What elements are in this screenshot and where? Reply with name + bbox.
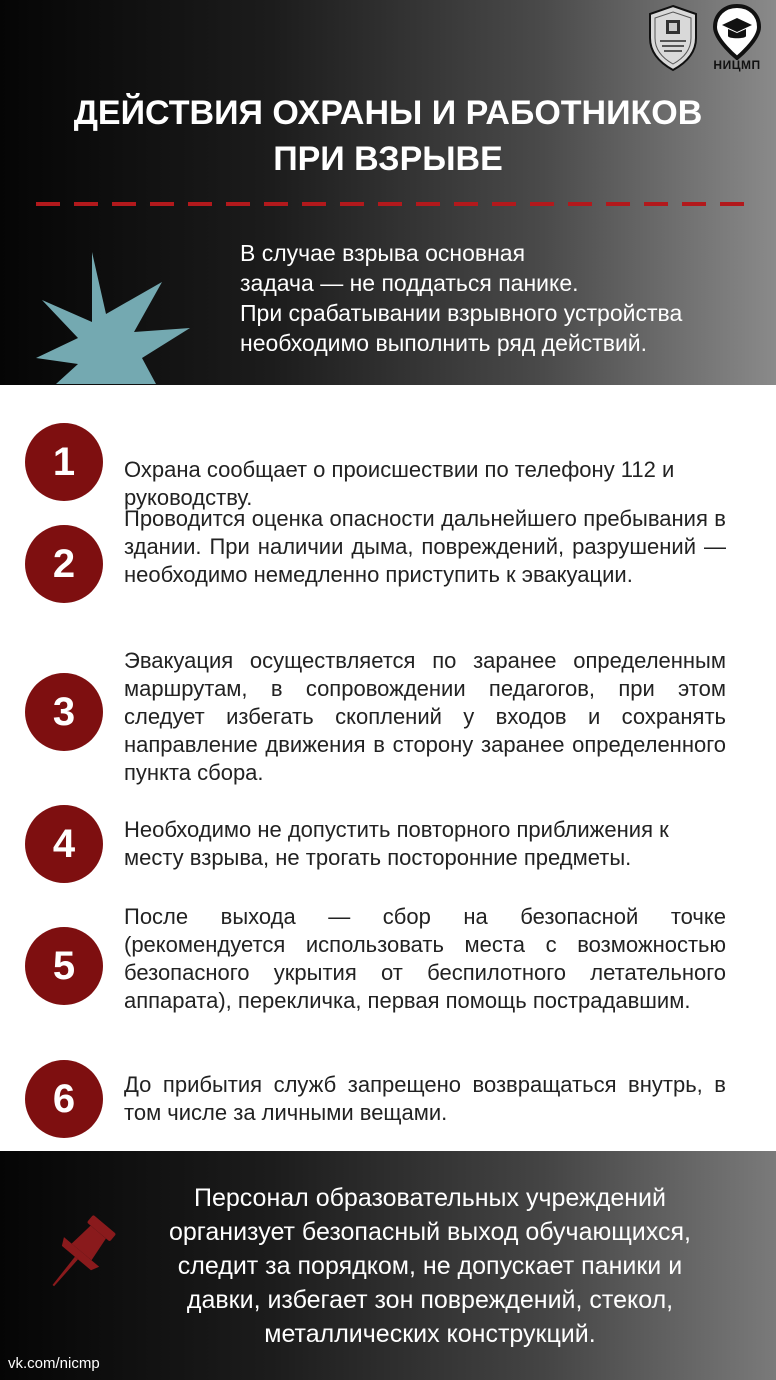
step-text: Охрана сообщает о происшествии по телефону 112 и руководству. — [124, 457, 675, 510]
intro-line: необходимо выполнить ряд действий. — [240, 330, 648, 356]
explosion-burst-icon — [34, 248, 194, 386]
step-number-badge: 6 — [25, 1060, 103, 1138]
footer-line: металлических конструкций. — [264, 1320, 596, 1348]
footer-line: организует безопасный выход обучающихся, — [169, 1218, 691, 1246]
step-number-badge: 3 — [25, 673, 103, 751]
step-text: До прибытия служб запрещено возвращаться внутрь, в том числе за личными вещами. — [124, 1072, 726, 1125]
footer-line: Персонал образовательных учреждений — [194, 1184, 666, 1212]
step-number-badge: 1 — [25, 423, 103, 501]
step-text: Необходимо не допустить повторного приближения к месту взрыва, не трогать посторонние предметы. — [124, 817, 669, 870]
footer-line: следит за порядком, не допускает паники и — [177, 1252, 683, 1280]
step-text: Эвакуация осуществляется по заранее определенным маршрутам, в сопровождении педагогов, при этом следует избегать скоплений у входов и сохранять направление движения в сторону заранее определенного пункта сбора. — [124, 648, 726, 785]
shield-emblem-logo — [646, 4, 700, 72]
graduation-cap-pin-logo — [712, 4, 762, 60]
footer — [0, 1151, 776, 1380]
intro-line: При срабатывании взрывного устройства — [240, 300, 683, 326]
title-line-1: ДЕЙСТВИЯ ОХРАНЫ И РАБОТНИКОВ — [73, 94, 703, 132]
steps-list — [0, 385, 776, 1151]
push-pin-icon — [34, 1211, 124, 1299]
title-line-2: ПРИ ВЗРЫВЕ — [273, 140, 503, 178]
intro-line: В случае взрыва основная — [240, 240, 526, 266]
step-number-badge: 2 — [25, 525, 103, 603]
dashed-divider — [36, 202, 752, 206]
intro-line: задача — не поддаться панике. — [240, 270, 579, 296]
header — [0, 0, 776, 385]
footer-line: давки, избегает зон повреждений, стекол, — [186, 1286, 674, 1314]
step-text: После выхода — сбор на безопасной точке (рекомендуется использовать места с возможностью безопасного укрытия от беспилотного летательного аппарата), перекличка, первая помощь пострадавшим. — [124, 904, 726, 1013]
vk-link[interactable]: vk.com/nicmp — [8, 1355, 100, 1372]
intro-text — [240, 238, 760, 358]
step-text: Проводится оценка опасности дальнейшего пребывания в здании. При наличии дыма, повреждений, разрушений — необходимо немедленно приступить к эвакуации. — [124, 506, 726, 587]
logo-text: НИЦМП — [713, 58, 761, 72]
footer-text — [130, 1181, 730, 1351]
page-title — [0, 90, 776, 182]
step-number-badge: 5 — [25, 927, 103, 1005]
logos — [646, 4, 768, 74]
step-number-badge: 4 — [25, 805, 103, 883]
nicmp-logo — [706, 4, 768, 74]
